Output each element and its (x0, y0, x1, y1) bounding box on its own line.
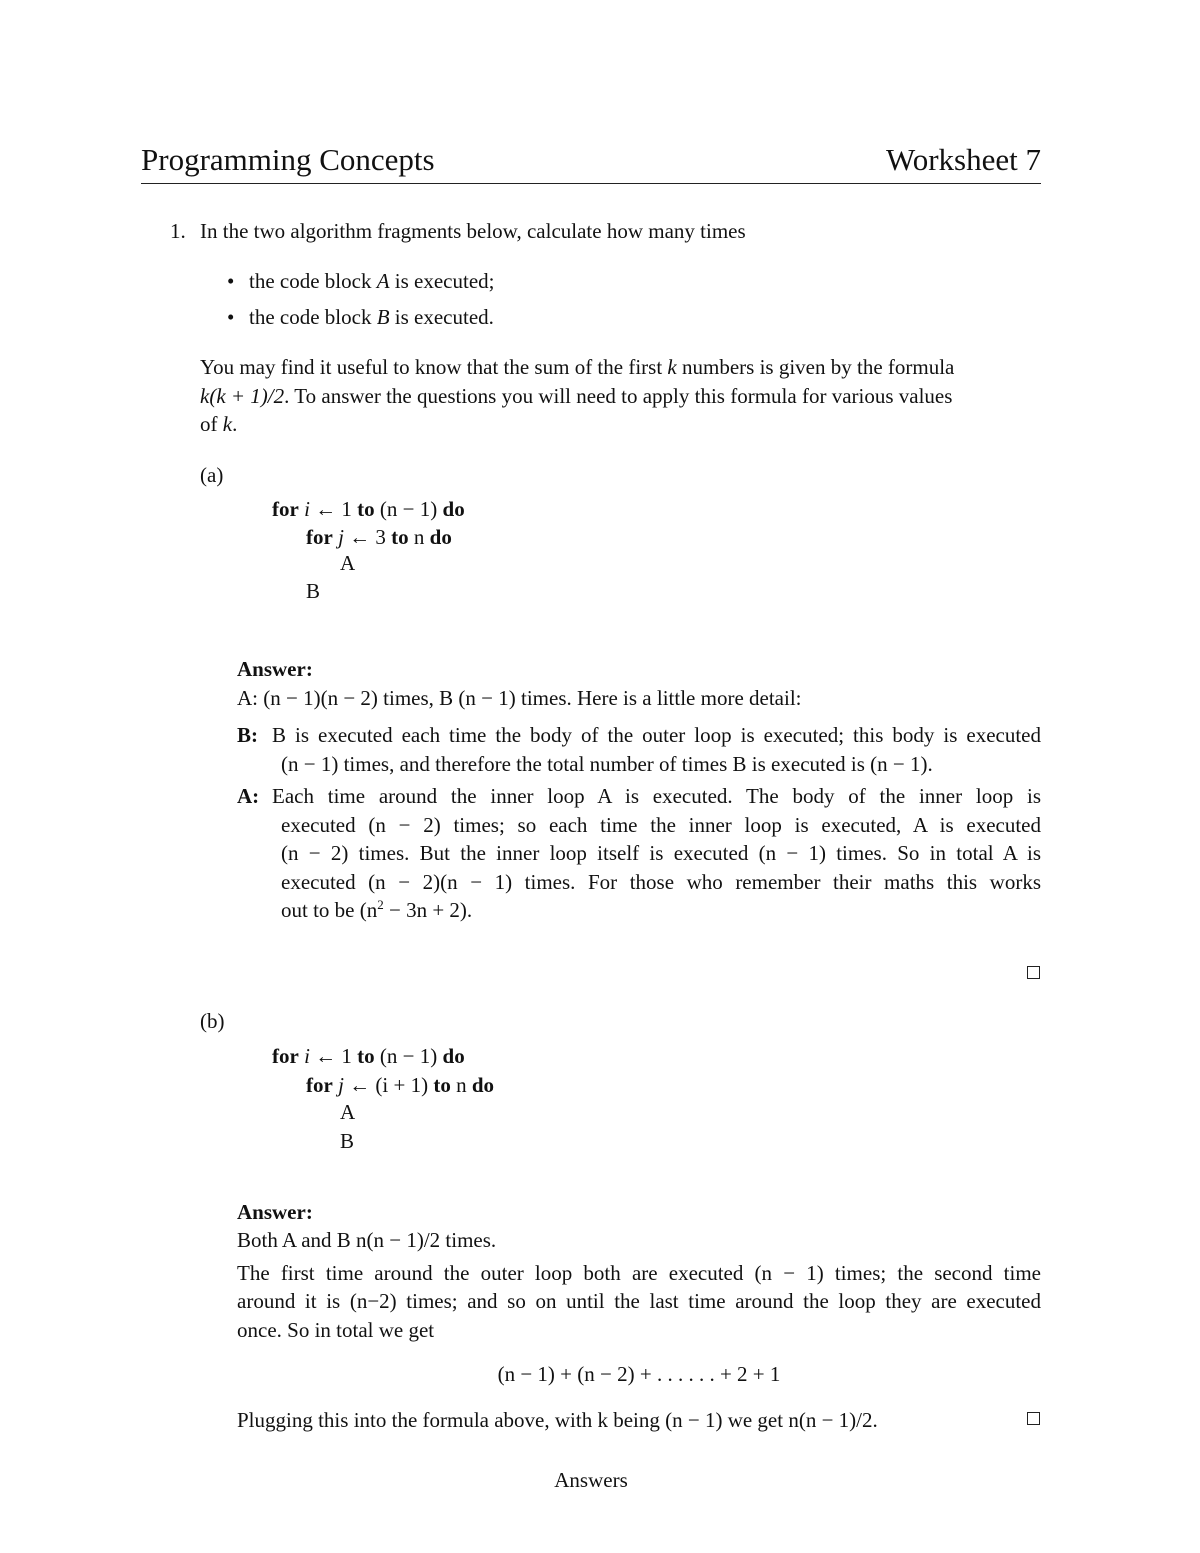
qed-box (1027, 966, 1040, 979)
answer-heading: Answer: (237, 657, 313, 681)
worksheet-title: Worksheet 7 (885, 142, 1041, 177)
hint-line: of k. (200, 412, 238, 436)
answer-a-line: (n − 2) times. But the inner loop itself is executed (n − 1) times. So in total A is (281, 841, 1041, 865)
answer-a-line: Each time around the inner loop A is executed. The body of the inner loop is (272, 784, 1041, 808)
sum-equation: (n − 1) + (n − 2) + . . . . . . + 2 + 1 (497, 1362, 781, 1386)
answer-summary: A: (n − 1)(n − 2) times, B (n − 1) times. Here is a little more detail: (237, 686, 802, 710)
answer-b-line: (n − 1) times, and therefore the total number of times B is executed is (n − 1). (281, 752, 933, 776)
answer-a-line: executed (n − 2)(n − 1) times. For those who remember their maths this works (281, 870, 1041, 894)
final-line: Plugging this into the formula above, with k being (n − 1) we get n(n − 1)/2. (237, 1408, 878, 1432)
code-line: for i ← 1 to (n − 1) do (272, 497, 465, 521)
code-line: for j ← 3 to n do (306, 525, 452, 549)
answer-paragraph-line: once. So in total we get (237, 1318, 435, 1342)
answer-heading: Answer: (237, 1200, 313, 1224)
answer-a-line: out to be $(n^2 - 3n + 2)$. (281, 897, 473, 922)
answer-a-line: executed (n − 2) times; so each time the inner loop is executed, A is executed (281, 813, 1041, 837)
code-line: B (340, 1129, 355, 1153)
answer-paragraph-line: The first time around the outer loop both are executed (n − 1) times; the second time (237, 1261, 1041, 1285)
hint-line: k(k + 1)/2. To answer the questions you will need to apply this formula for various values (200, 384, 953, 408)
question-intro: In the two algorithm fragments below, calculate how many times (200, 219, 746, 243)
part-a-label: (a) (200, 463, 224, 487)
code-line: A (340, 1100, 356, 1124)
question-number: 1. (170, 219, 186, 243)
hint-line: You may find it useful to know that the sum of the first k numbers is given by the formula (200, 355, 955, 379)
bullet-dot: • (227, 269, 235, 293)
page-footer: Answers (554, 1468, 628, 1492)
answer-a-label: A: (237, 784, 260, 808)
bullet-item: the code block A is executed; (249, 269, 495, 293)
code-line: B (306, 579, 321, 603)
part-b-label: (b) (200, 1009, 225, 1033)
bullet-dot: • (227, 305, 235, 329)
code-line: for i ← 1 to (n − 1) do (272, 1044, 465, 1068)
answer-b-line: B is executed each time the body of the outer loop is executed; this body is executed (272, 723, 1041, 747)
bullet-item: the code block B is executed. (249, 305, 494, 329)
course-title: Programming Concepts (141, 142, 435, 177)
qed-box (1027, 1412, 1040, 1425)
code-line: A (340, 551, 356, 575)
answer-summary: Both A and B n(n − 1)/2 times. (237, 1228, 497, 1252)
answer-b-label: B: (237, 723, 258, 747)
answer-paragraph-line: around it is (n−2) times; and so on until the last time around the loop they are executed (237, 1289, 1041, 1313)
code-line: for j ← (i + 1) to n do (306, 1073, 495, 1097)
header-rule (141, 183, 1041, 184)
